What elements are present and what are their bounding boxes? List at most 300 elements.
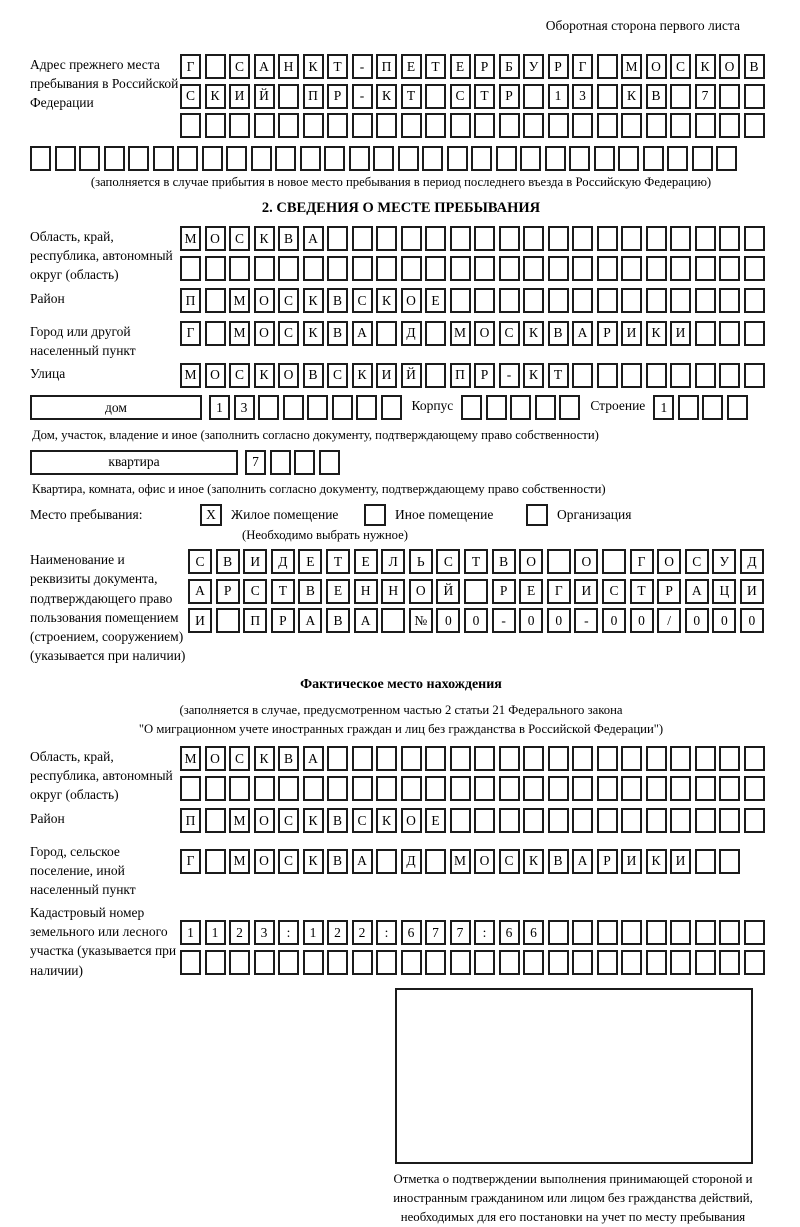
- form-cell: [744, 808, 765, 833]
- form-cell: И: [574, 579, 598, 604]
- form-cell: [180, 256, 201, 281]
- form-cell: К: [254, 746, 275, 771]
- form-cell: [425, 113, 446, 138]
- form-cell: [678, 395, 699, 420]
- form-cell: [597, 256, 618, 281]
- form-cell: [548, 776, 569, 801]
- form-cell: [572, 808, 593, 833]
- form-cell: М: [229, 808, 250, 833]
- document-block: [30, 549, 772, 665]
- form-cell: [667, 146, 688, 171]
- form-cell: [597, 920, 618, 945]
- form-cell: Р: [474, 363, 495, 388]
- form-cell: [719, 920, 740, 945]
- form-cell: [447, 146, 468, 171]
- form-cell: [670, 256, 691, 281]
- other-premises-checkbox: [364, 504, 386, 526]
- form-cell: [205, 321, 226, 346]
- form-cell: [646, 746, 667, 771]
- form-cell: [670, 746, 691, 771]
- form-cell: [153, 146, 174, 171]
- document-row-2: [188, 579, 772, 604]
- form-cell: 1: [303, 920, 324, 945]
- form-cell: О: [574, 549, 598, 574]
- form-cell: [646, 776, 667, 801]
- form-cell: Д: [740, 549, 764, 574]
- form-cell: [547, 549, 571, 574]
- form-cell: [744, 321, 765, 346]
- form-cell: [251, 146, 272, 171]
- form-cell: [474, 113, 495, 138]
- stay-type-row: [30, 504, 772, 526]
- form-cell: [422, 146, 443, 171]
- form-cell: С: [188, 549, 212, 574]
- form-cell: [229, 776, 250, 801]
- form-cell: [450, 288, 471, 313]
- stamp-caption: Отметка о подтверждении выполнения принимающей стороной и иностранным гражданином или лицом без гражданства действий, необходимых для его постановки на учет по месту пребывания: [393, 1171, 753, 1225]
- section-2-title: 2. СВЕДЕНИЯ О МЕСТЕ ПРЕБЫВАНИЯ: [261, 200, 541, 216]
- form-cell: [229, 950, 250, 975]
- form-cell: [572, 288, 593, 313]
- form-cell: [548, 950, 569, 975]
- form-cell: [327, 776, 348, 801]
- form-cell: Т: [401, 84, 422, 109]
- form-cell: О: [205, 363, 226, 388]
- form-cell: Т: [630, 579, 654, 604]
- form-cell: А: [254, 54, 275, 79]
- actual-region-label: Область, край, республика, автономный округ (область): [30, 749, 173, 803]
- form-cell: [719, 363, 740, 388]
- organization-label: Организация: [557, 507, 632, 523]
- form-cell: В: [548, 321, 569, 346]
- form-cell: 7: [450, 920, 471, 945]
- form-cell: [352, 113, 373, 138]
- form-cell: С: [229, 746, 250, 771]
- form-cell: [376, 849, 397, 874]
- actual-district-label: Район: [30, 811, 65, 827]
- form-cell: М: [450, 321, 471, 346]
- form-cell: [744, 226, 765, 251]
- form-cell: [425, 746, 446, 771]
- form-cell: [702, 395, 723, 420]
- form-cell: [621, 256, 642, 281]
- form-cell: К: [205, 84, 226, 109]
- form-cell: [425, 950, 446, 975]
- form-cell: [744, 84, 765, 109]
- form-cell: [376, 256, 397, 281]
- form-cell: 0: [464, 608, 488, 633]
- form-cell: [670, 84, 691, 109]
- form-cell: [401, 776, 422, 801]
- form-cell: 0: [740, 608, 764, 633]
- form-cell: [104, 146, 125, 171]
- form-cell: 7: [695, 84, 716, 109]
- form-cell: 0: [630, 608, 654, 633]
- previous-address-row-2: [180, 84, 772, 109]
- form-cell: И: [621, 849, 642, 874]
- actual-city-row: [180, 849, 772, 874]
- form-cell: [180, 113, 201, 138]
- form-cell: [719, 84, 740, 109]
- form-cell: Е: [425, 808, 446, 833]
- form-cell: [450, 113, 471, 138]
- form-cell: Т: [464, 549, 488, 574]
- form-cell: [278, 776, 299, 801]
- form-cell: О: [254, 288, 275, 313]
- form-cell: И: [376, 363, 397, 388]
- form-cell: К: [376, 288, 397, 313]
- form-cell: Л: [381, 549, 405, 574]
- residential-checkbox: X: [200, 504, 222, 526]
- form-cell: А: [188, 579, 212, 604]
- form-cell: [523, 950, 544, 975]
- form-cell: С: [685, 549, 709, 574]
- form-cell: К: [303, 321, 324, 346]
- stay-type-note: (Необходимо выбрать нужное): [242, 528, 408, 543]
- form-cell: Г: [180, 849, 201, 874]
- form-cell: 3: [254, 920, 275, 945]
- form-cell: [670, 920, 691, 945]
- form-cell: [499, 950, 520, 975]
- form-cell: [278, 84, 299, 109]
- form-cell: [258, 395, 279, 420]
- form-cell: А: [298, 608, 322, 633]
- form-cell: [303, 776, 324, 801]
- form-cell: О: [401, 288, 422, 313]
- form-cell: [205, 808, 226, 833]
- form-cell: :: [278, 920, 299, 945]
- korpus-label: Корпус: [411, 398, 454, 414]
- region-label: Область, край, республика, автономный округ (область): [30, 229, 173, 283]
- form-cell: -: [352, 84, 373, 109]
- form-cell: Г: [630, 549, 654, 574]
- form-cell: Е: [401, 54, 422, 79]
- form-cell: [670, 226, 691, 251]
- form-cell: [474, 288, 495, 313]
- form-cell: [744, 920, 765, 945]
- form-cell: Д: [401, 849, 422, 874]
- previous-address-note: (заполняется в случае прибытия в новое место пребывания в период последнего въезда в Российскую Федерацию): [90, 175, 712, 189]
- form-cell: 7: [425, 920, 446, 945]
- form-cell: [621, 950, 642, 975]
- form-cell: [510, 395, 531, 420]
- form-cell: О: [254, 321, 275, 346]
- form-cell: [205, 113, 226, 138]
- form-cell: 2: [327, 920, 348, 945]
- form-cell: Е: [450, 54, 471, 79]
- form-cell: [695, 256, 716, 281]
- form-cell: [523, 776, 544, 801]
- form-cell: [597, 113, 618, 138]
- actual-region-block: [30, 746, 772, 805]
- region-row-1: [180, 226, 772, 251]
- other-premises-label: Иное помещение: [395, 507, 494, 523]
- actual-location-title: Фактическое место нахождения: [300, 677, 502, 693]
- form-cell: К: [376, 84, 397, 109]
- organization-checkbox: [526, 504, 548, 526]
- form-cell: В: [326, 608, 350, 633]
- form-cell: [621, 226, 642, 251]
- form-cell: 1: [653, 395, 674, 420]
- form-cell: К: [523, 363, 544, 388]
- form-cell: 7: [245, 450, 266, 475]
- korpus-cells: [461, 395, 580, 420]
- form-cell: О: [409, 579, 433, 604]
- form-cell: 0: [519, 608, 543, 633]
- street-row: [180, 363, 772, 388]
- form-cell: [128, 146, 149, 171]
- form-cell: В: [327, 321, 348, 346]
- actual-district-row: [180, 808, 772, 833]
- house-row: [30, 395, 772, 425]
- form-cell: О: [278, 363, 299, 388]
- form-cell: М: [180, 746, 201, 771]
- form-cell: [373, 146, 394, 171]
- form-cell: [205, 54, 226, 79]
- form-cell: О: [254, 849, 275, 874]
- form-cell: В: [216, 549, 240, 574]
- form-cell: С: [180, 84, 201, 109]
- form-cell: [548, 256, 569, 281]
- form-cell: [401, 950, 422, 975]
- form-cell: [695, 849, 716, 874]
- apartment-type-box: квартира: [30, 450, 238, 475]
- form-cell: 0: [602, 608, 626, 633]
- form-cell: С: [278, 808, 299, 833]
- page-side-title: Оборотная сторона первого листа: [545, 18, 740, 33]
- previous-address-label: Адрес прежнего места пребывания в Российской Федерации: [30, 57, 179, 111]
- form-cell: 0: [436, 608, 460, 633]
- form-cell: Е: [425, 288, 446, 313]
- form-cell: [450, 256, 471, 281]
- form-cell: О: [474, 321, 495, 346]
- form-cell: [670, 776, 691, 801]
- form-cell: [499, 776, 520, 801]
- form-cell: [254, 950, 275, 975]
- form-cell: И: [740, 579, 764, 604]
- form-cell: А: [352, 321, 373, 346]
- form-cell: В: [327, 849, 348, 874]
- region-row-2: [180, 256, 772, 281]
- form-cell: С: [450, 84, 471, 109]
- form-cell: [381, 608, 405, 633]
- actual-city-block: [30, 841, 772, 899]
- form-cell: О: [205, 746, 226, 771]
- form-cell: В: [327, 808, 348, 833]
- form-cell: [499, 808, 520, 833]
- house-number-cells: [209, 395, 402, 420]
- form-cell: [464, 579, 488, 604]
- form-cell: Й: [254, 84, 275, 109]
- form-cell: [352, 226, 373, 251]
- form-cell: [324, 146, 345, 171]
- form-cell: М: [180, 226, 201, 251]
- actual-location-note: [30, 701, 772, 738]
- form-cell: Р: [597, 849, 618, 874]
- previous-address-row-1: [180, 54, 772, 79]
- form-cell: [474, 950, 495, 975]
- form-cell: С: [278, 849, 299, 874]
- form-cell: [398, 146, 419, 171]
- form-cell: Н: [381, 579, 405, 604]
- form-cell: И: [670, 321, 691, 346]
- form-cell: [695, 776, 716, 801]
- form-cell: [499, 226, 520, 251]
- form-cell: [303, 950, 324, 975]
- form-cell: В: [646, 84, 667, 109]
- form-cell: [569, 146, 590, 171]
- form-cell: [425, 256, 446, 281]
- cadastral-block: [30, 902, 772, 980]
- form-cell: [401, 746, 422, 771]
- form-cell: Н: [354, 579, 378, 604]
- residential-label: Жилое помещение: [231, 507, 339, 523]
- form-cell: 3: [572, 84, 593, 109]
- form-cell: [597, 226, 618, 251]
- form-cell: М: [450, 849, 471, 874]
- street-block: [30, 363, 772, 393]
- form-cell: [401, 256, 422, 281]
- form-cell: [30, 146, 51, 171]
- form-cell: [572, 363, 593, 388]
- form-cell: О: [401, 808, 422, 833]
- form-cell: [425, 321, 446, 346]
- form-cell: [744, 950, 765, 975]
- form-cell: 0: [685, 608, 709, 633]
- form-cell: П: [243, 608, 267, 633]
- form-cell: [254, 776, 275, 801]
- form-cell: [523, 84, 544, 109]
- document-row-3: [188, 608, 772, 633]
- form-cell: [523, 113, 544, 138]
- form-cell: [594, 146, 615, 171]
- form-cell: Б: [499, 54, 520, 79]
- form-cell: [205, 849, 226, 874]
- form-cell: К: [621, 84, 642, 109]
- form-cell: [695, 920, 716, 945]
- form-cell: А: [354, 608, 378, 633]
- form-cell: [597, 776, 618, 801]
- form-cell: [450, 226, 471, 251]
- form-cell: [352, 950, 373, 975]
- district-row: [180, 288, 772, 313]
- form-cell: [744, 363, 765, 388]
- previous-address-block: [30, 54, 772, 143]
- form-cell: А: [303, 226, 324, 251]
- form-cell: [474, 776, 495, 801]
- form-cell: Г: [572, 54, 593, 79]
- form-cell: [692, 146, 713, 171]
- form-cell: [744, 288, 765, 313]
- form-cell: [180, 950, 201, 975]
- form-cell: Д: [401, 321, 422, 346]
- form-cell: [548, 920, 569, 945]
- form-cell: [523, 808, 544, 833]
- form-cell: О: [719, 54, 740, 79]
- form-cell: -: [499, 363, 520, 388]
- form-cell: С: [243, 579, 267, 604]
- form-cell: А: [352, 849, 373, 874]
- form-cell: [303, 113, 324, 138]
- form-cell: [205, 950, 226, 975]
- form-cell: [621, 776, 642, 801]
- form-cell: Р: [499, 84, 520, 109]
- form-cell: Т: [326, 549, 350, 574]
- form-cell: [695, 950, 716, 975]
- form-cell: [278, 256, 299, 281]
- form-cell: [332, 395, 353, 420]
- actual-location-note-line2: "О миграционном учете иностранных граждан и лиц без гражданства в Российской Федерации"): [138, 721, 664, 736]
- form-cell: [716, 146, 737, 171]
- apartment-row: [30, 450, 772, 480]
- form-cell: [597, 746, 618, 771]
- form-cell: [401, 226, 422, 251]
- form-cell: Й: [401, 363, 422, 388]
- form-cell: [461, 395, 482, 420]
- form-cell: К: [523, 321, 544, 346]
- form-cell: [376, 113, 397, 138]
- form-cell: 6: [523, 920, 544, 945]
- form-cell: П: [180, 288, 201, 313]
- form-cell: [646, 808, 667, 833]
- form-cell: Р: [327, 84, 348, 109]
- form-cell: С: [499, 321, 520, 346]
- form-cell: А: [572, 321, 593, 346]
- form-cell: [719, 849, 740, 874]
- form-cell: :: [474, 920, 495, 945]
- document-label: Наименование и реквизиты документа, подтверждающего право пользования помещением (строением, сооружением) (указывается при наличии): [30, 552, 186, 664]
- form-cell: [646, 256, 667, 281]
- form-cell: [572, 950, 593, 975]
- cadastral-label: Кадастровый номер земельного или лесного участка (указывается при наличии): [30, 905, 177, 978]
- form-cell: [646, 950, 667, 975]
- stroenie-label: Строение: [590, 398, 646, 414]
- form-cell: [499, 256, 520, 281]
- form-cell: К: [303, 849, 324, 874]
- form-cell: 2: [352, 920, 373, 945]
- form-cell: К: [352, 363, 373, 388]
- form-cell: С: [352, 808, 373, 833]
- form-cell: [695, 321, 716, 346]
- form-cell: [474, 808, 495, 833]
- form-cell: М: [229, 849, 250, 874]
- form-cell: В: [492, 549, 516, 574]
- form-cell: [352, 776, 373, 801]
- form-cell: [254, 256, 275, 281]
- form-cell: [670, 363, 691, 388]
- form-cell: Р: [492, 579, 516, 604]
- form-cell: [548, 288, 569, 313]
- form-cell: [646, 288, 667, 313]
- form-cell: [744, 746, 765, 771]
- form-cell: У: [523, 54, 544, 79]
- form-cell: 1: [205, 920, 226, 945]
- cadastral-row-1: [180, 920, 772, 945]
- form-cell: [572, 920, 593, 945]
- form-cell: [327, 256, 348, 281]
- form-cell: [523, 288, 544, 313]
- cadastral-row-2: [180, 950, 772, 975]
- form-cell: [643, 146, 664, 171]
- actual-location-note-line1: (заполняется в случае, предусмотренном частью 2 статьи 21 Федерального закона: [179, 703, 623, 718]
- form-cell: [349, 146, 370, 171]
- form-cell: [727, 395, 748, 420]
- form-cell: [303, 256, 324, 281]
- form-cell: [559, 395, 580, 420]
- form-cell: [646, 920, 667, 945]
- form-cell: С: [602, 579, 626, 604]
- document-row-1: [188, 549, 772, 574]
